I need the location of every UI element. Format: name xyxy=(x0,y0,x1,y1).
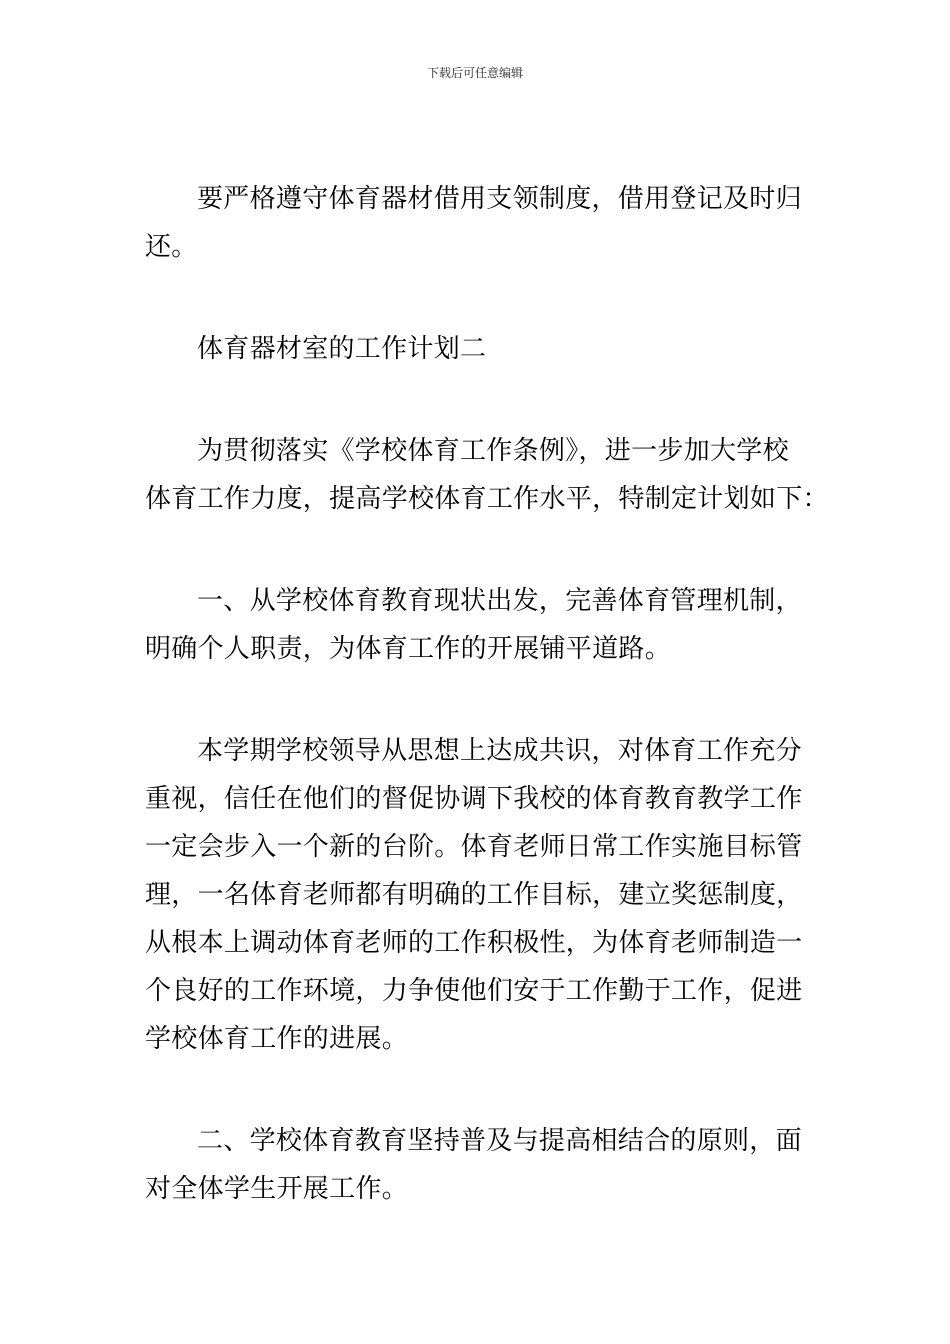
text-line: 体育器材室的工作计划二 xyxy=(197,334,487,364)
paragraph xyxy=(145,175,825,271)
text-line: 为贯彻落实《学校体育工作条例》，进一步加大学校 xyxy=(197,436,789,466)
text-line: 体育工作力度，提高学校体育工作水平，特制定计划如下： xyxy=(145,484,829,514)
paragraph xyxy=(145,1117,825,1213)
page-header-watermark: 下载后可任意编辑 xyxy=(426,66,523,80)
text-line: 一、从学校体育教育现状出发，完善体育管理机制， xyxy=(197,586,802,616)
paragraph xyxy=(145,325,825,373)
paragraph xyxy=(145,427,829,523)
text-line: 对全体学生开展工作。 xyxy=(145,1174,409,1204)
text-line: 还。 xyxy=(145,232,198,262)
text-line: 明确个人职责，为体育工作的开展铺平道路。 xyxy=(145,634,672,664)
text-line: 理，一名体育老师都有明确的工作目标，建立奖惩制度， xyxy=(145,880,803,910)
text-line: 二、学校体育教育坚持普及与提高相结合的原则，面 xyxy=(197,1126,802,1156)
text-line: 重视，信任在他们的督促协调下我校的体育教育教学工作 xyxy=(145,784,803,814)
paragraph xyxy=(145,727,825,1063)
text-line: 本学期学校领导从思想上达成共识，对体育工作充分 xyxy=(197,736,802,766)
text-line: 一定会步入一个新的台阶。体育老师日常工作实施目标管 xyxy=(145,832,803,862)
paragraph xyxy=(145,577,825,673)
text-line: 个良好的工作环境，力争使他们安于工作勤于工作，促进 xyxy=(145,976,803,1006)
text-line: 学校体育工作的进展。 xyxy=(145,1024,409,1054)
text-line: 从根本上调动体育老师的工作积极性，为体育老师制造一 xyxy=(145,928,803,958)
text-line: 要严格遵守体育器材借用支领制度，借用登记及时归 xyxy=(197,184,802,214)
document-body xyxy=(145,175,829,1267)
